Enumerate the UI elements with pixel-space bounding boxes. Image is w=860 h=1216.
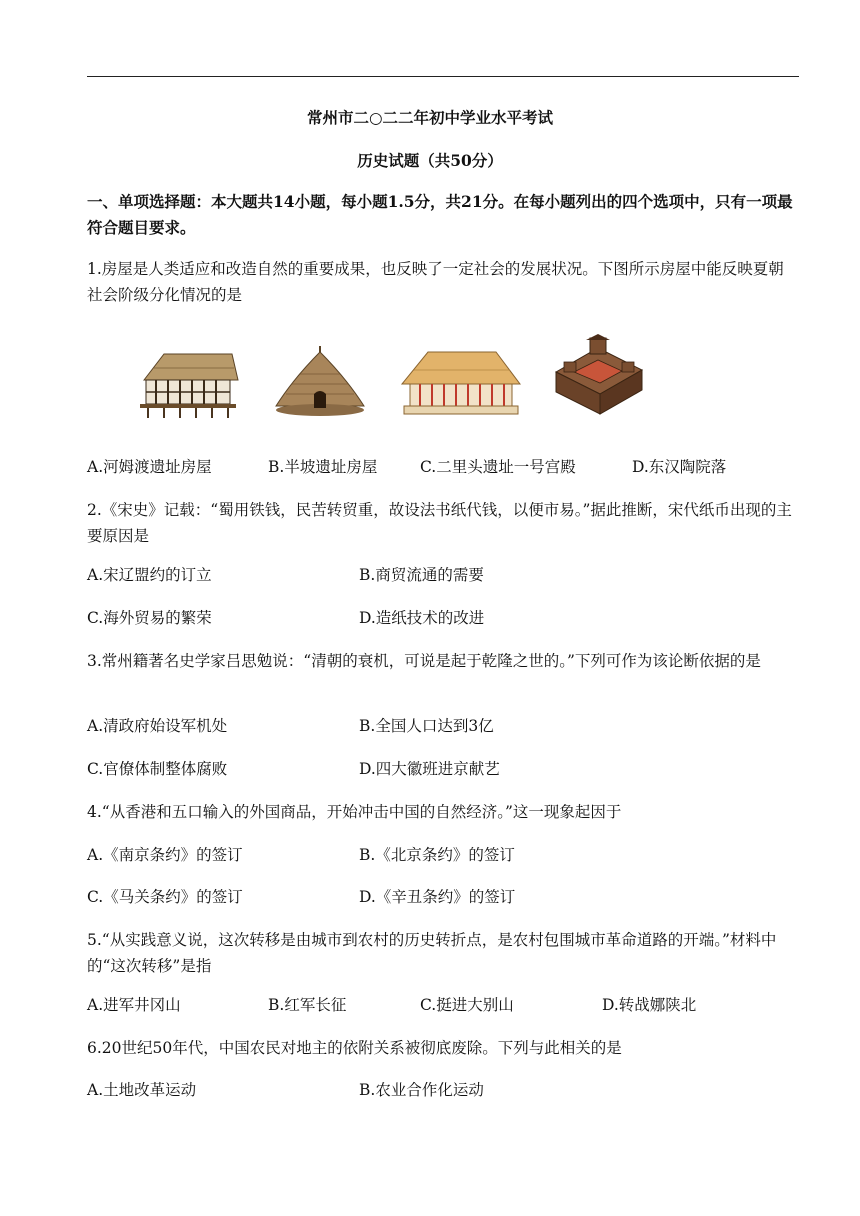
question-5-option-d[interactable]: D.转战娜陕北 <box>602 996 697 1014</box>
question-2-option-d[interactable]: D.造纸技术的改进 <box>359 609 485 627</box>
question-2-option-c[interactable]: C.海外贸易的繁荣 <box>87 609 212 627</box>
question-2-stem: 2.《宋史》记载：“蜀用铁钱，民苦转贸重，故设法书纸代钱，以便市易。”据此推断，宋代纸币出现的主要原因是 <box>87 501 792 545</box>
question-1-option-a[interactable]: A.河姆渡遗址房屋 <box>87 458 212 476</box>
question-4-option-b[interactable]: B.《北京条约》的签订 <box>359 846 515 864</box>
question-3-option-a[interactable]: A.清政府始设军机处 <box>87 717 228 735</box>
question-5-option-a[interactable]: A.进军井冈山 <box>87 996 181 1014</box>
question-6-option-b[interactable]: B.农业合作化运动 <box>359 1081 484 1099</box>
header-rule <box>87 76 799 77</box>
question-1-option-d[interactable]: D.东汉陶院落 <box>632 458 727 476</box>
question-3-option-d[interactable]: D.四大徽班进京献艺 <box>359 760 500 778</box>
question-3-option-b[interactable]: B.全国人口达到3亿 <box>359 717 494 735</box>
thatched-hut-icon <box>272 344 368 420</box>
question-4-option-c[interactable]: C.《马关条约》的签订 <box>87 888 243 906</box>
courtyard-manor-icon <box>550 334 646 420</box>
question-3-option-c[interactable]: C.官僚体制整体腐败 <box>87 760 228 778</box>
palace-hall-icon <box>400 346 522 418</box>
exam-title: 常州市二○二二年初中学业水平考试 <box>306 108 554 127</box>
question-5-option-c[interactable]: C.挺进大别山 <box>420 996 514 1014</box>
question-5-option-b[interactable]: B.红军长征 <box>268 996 347 1014</box>
question-1-option-c[interactable]: C.二里头遗址一号宫殿 <box>420 458 576 476</box>
question-2-option-a[interactable]: A.宋辽盟约的订立 <box>87 566 212 584</box>
question-2-option-b[interactable]: B.商贸流通的需要 <box>359 566 484 584</box>
question-5-stem: 5.“从实践意义说，这次转移是由城市到农村的历史转折点，是农村包围城市革命道路的开端。”材料中的“这次转移”是指 <box>87 931 777 975</box>
question-1-images <box>0 326 860 426</box>
question-1-stem: 1.房屋是人类适应和改造自然的重要成果，也反映了一定社会的发展状况。下图所示房屋中能反映夏朝社会阶级分化情况的是 <box>87 260 784 304</box>
question-4-stem: 4.“从香港和五口输入的外国商品，开始冲击中国的自然经济。”这一现象起因于 <box>87 803 622 821</box>
stilt-house-icon <box>134 350 240 420</box>
question-3-stem: 3.常州籍著名史学家吕思勉说：“清朝的衰机，可说是起于乾隆之世的。”下列可作为该论断依据的是 <box>87 652 761 670</box>
question-4-option-d[interactable]: D.《辛丑条约》的签订 <box>359 888 516 906</box>
exam-subtitle: 历史试题（共50分） <box>357 151 503 170</box>
question-4-option-a[interactable]: A.《南京条约》的签订 <box>87 846 243 864</box>
question-6-stem: 6.20世纪50年代，中国农民对地主的依附关系被彻底废除。下列与此相关的是 <box>87 1039 622 1057</box>
section-instructions: 一、单项选择题：本大题共14小题，每小题1.5分，共21分。在每小题列出的四个选项中，只有一项最符合题目要求。 <box>87 192 793 237</box>
question-6-option-a[interactable]: A.土地改革运动 <box>87 1081 197 1099</box>
question-1-option-b[interactable]: B.半坡遗址房屋 <box>268 458 378 476</box>
